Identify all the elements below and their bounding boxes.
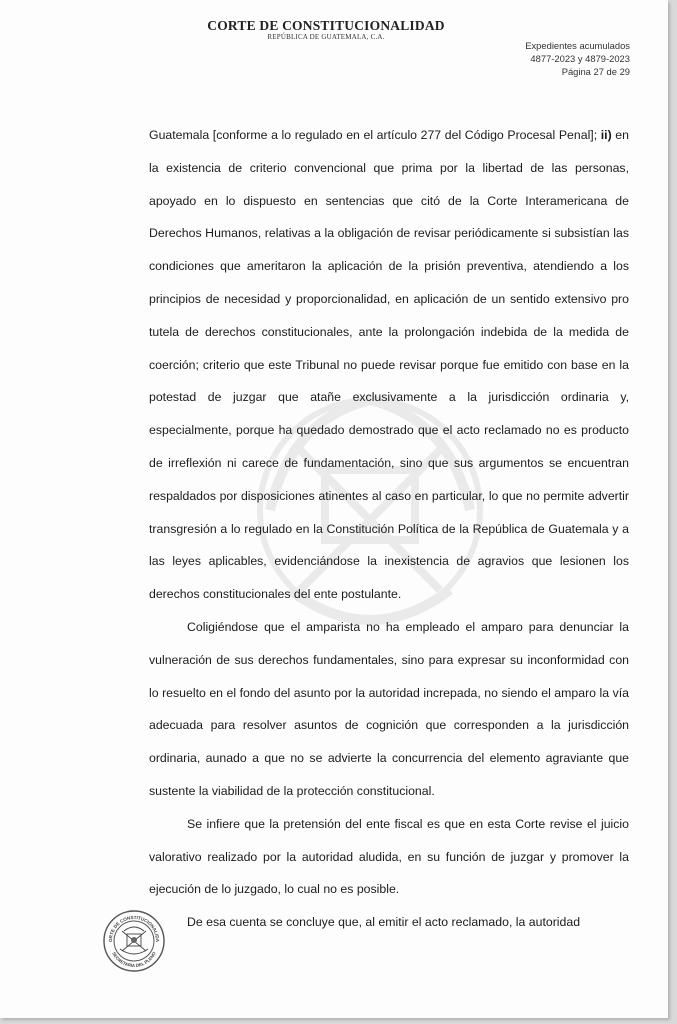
seal-top-text: ORTE DE CONSTITUCIONALIDA — [107, 914, 161, 943]
paragraph-4: De esa cuenta se concluye que, al emitir el acto reclamado, la autoridad — [187, 915, 581, 930]
paragraph-1-start: Guatemala [conforme a lo regulado en el artículo 277 del Código Procesal Penal]; — [149, 128, 601, 142]
page-number: Página 27 de 29 — [561, 66, 630, 77]
paragraph-2: Coligiéndose que el amparista no ha empleado el amparo para denunciar la vulneración de sus derechos fundamentales, sino para expresar su inconformidad con lo resuelto en el fondo del asunto por la autoridad increpada, no siendo el amparo la vía adecuada para resolver asuntos de cognición que corresponden a la jurisdicción ordinaria, aunado a que no se advierte la concurrencia del elemento agraviante que sustente la viabilidad de la protección constitucional. — [149, 619, 629, 798]
file-label: Expedientes acumulados — [525, 40, 630, 51]
svg-text:CORTE DE CONSTITUCIONALIDAD — [102, 909, 160, 943]
file-info — [525, 39, 630, 78]
seal-bottom-text: SECRETARIA DEL PLENO — [111, 951, 157, 969]
document-body — [149, 119, 629, 939]
paragraph-3: Se infiere que la pretensión del ente fiscal es que en esta Corte revise el juicio valorativo realizado por la autoridad aludida, en su función de juzgar y promover la ejecución de lo juzgado, lo cual no es posible. — [149, 816, 629, 897]
paragraph-1-rest: en la existencia de criterio convencional que prima por la libertad de las personas, apoyado en lo dispuesto en sentencias que citó de la Corte Interamericana de Derechos Humanos, relativas a la obligación de revisar periódicamente si subsistían las condiciones que ameritaron la aplicación de la prisión preventiva, atendiendo a los principios de necesidad y proporcionalidad, en aplicación de un sentido extensivo pro tutela de derechos constitucionales, ante la prolongación indebida de la medida de coerción; criterio que este Tribunal no puede revisar porque fue emitido con base en la potestad de juzgar que atañe exclusivamente a la jurisdicción ordinaria y, especialmente, porque ha quedado demostrado que el acto reclamado no es producto de irreflexión ni carece de fundamentación, sino que sus argumentos se encuentran respaldados por disposiciones atinentes al caso en particular, lo que no permite advertir transgresión a lo regulado en la Constitución Política de la República de Guatemala y a las leyes aplicables, evidenciándose la inexistencia de agravios que lesionen los derechos constitucionales del ente postulante. — [149, 128, 629, 602]
court-title: CORTE DE CONSTITUCIONALIDAD — [207, 18, 445, 33]
paragraph-1 — [149, 119, 629, 611]
court-subtitle: REPÚBLICA DE GUATEMALA, C.A. — [267, 33, 385, 41]
court-seal-icon — [102, 909, 166, 973]
paragraph-1-bold-marker: ii) — [600, 128, 612, 142]
file-numbers: 4877-2023 y 4879-2023 — [530, 53, 630, 64]
